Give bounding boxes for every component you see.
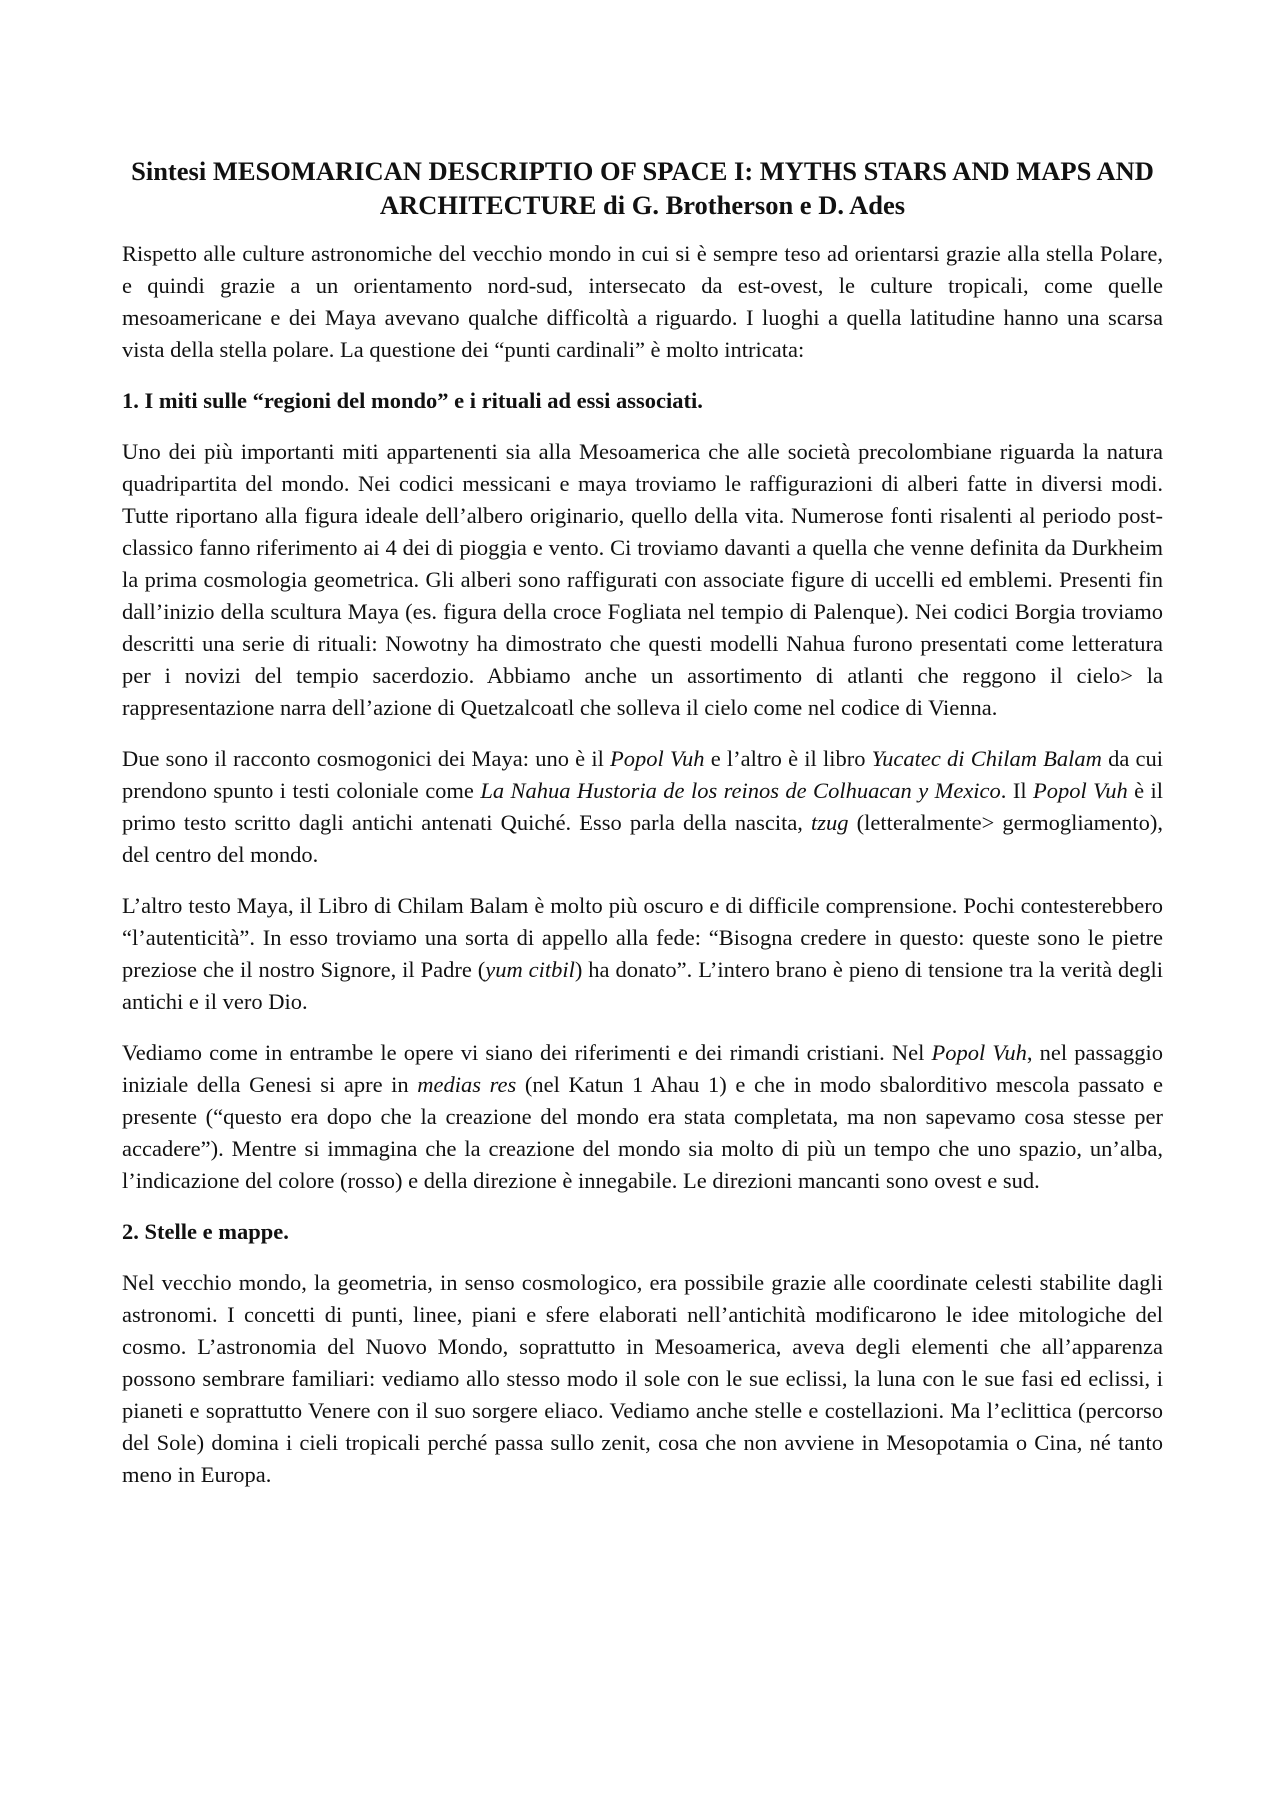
section-1-paragraph-3 (122, 890, 1163, 1018)
text-run: , nel passaggio iniziale della Genesi si apre in (122, 1040, 1163, 1097)
text-run: (nel Katun 1 Ahau 1) e che in modo sbalorditivo mescola passato e presente (“questo era dopo che la creazione del mondo era stata completata, ma non sapevamo cosa stesse per accadere”). Mentre si immagina che la creazione del mondo sia molto di più un tempo che uno spazio, un’alba, l’indicazione del colore (rosso) e della direzione è innegabile. Le direzioni mancanti sono ovest e sud. (122, 1072, 1163, 1193)
italic-title: Yucatec di Chilam Balam (871, 746, 1102, 771)
section-1-paragraph-2 (122, 743, 1163, 871)
text-run: (letteralmente> germogliamento), del centro del mondo. (122, 810, 1163, 867)
italic-title: Popol Vuh (931, 1040, 1027, 1065)
text-run: L’altro testo Maya, il Libro di Chilam Balam è molto più oscuro e di difficile comprensione. Pochi contesterebbero “l’autenticità”. In esso troviamo una sorta di appello alla fede: “Bisogna credere in questo: queste sono le pietre preziose che il nostro Signore, il Padre ( (122, 893, 1163, 982)
section-1-heading: 1. I miti sulle “regioni del mondo” e i rituali ad essi associati. (122, 388, 703, 413)
text-run: è il primo testo scritto dagli antichi antenati Quiché. Esso parla della nascita, (122, 778, 1163, 835)
section-2-paragraph-1: Nel vecchio mondo, la geometria, in senso cosmologico, era possibile grazie alle coordinate celesti stabilite dagli astronomi. I concetti di punti, linee, piani e sfere elaborati nell’antichità modificarono le idee mitologiche del cosmo. L’astronomia del Nuovo Mondo, soprattutto in Mesoamerica, aveva degli elementi che all’apparenza possono sembrare familiari: vediamo allo stesso modo il sole con le sue eclissi, la luna con le sue fasi ed eclissi, i pianeti e soprattutto Venere con il suo sorgere eliaco. Vediamo anche stelle e costellazioni. Ma l’eclittica (percorso del Sole) domina i cieli tropicali perché passa sullo zenit, cosa che non avviene in Mesopotamia o Cina, né tanto meno in Europa. (122, 1270, 1163, 1487)
text-run: e l’altro è il libro (704, 746, 872, 771)
text-run: . Il (1000, 778, 1033, 803)
italic-title: Popol Vuh (610, 746, 705, 771)
text-run: Vediamo come in entrambe le opere vi siano dei riferimenti e dei rimandi cristiani. Nel (122, 1040, 932, 1065)
text-run: Due sono il racconto cosmogonici dei Maya: uno è il (122, 746, 611, 771)
italic-term: yum citbil (485, 957, 575, 982)
section-1-paragraph-1: Uno dei più importanti miti appartenenti sia alla Mesoamerica che alle società precolombiane riguarda la natura quadripartita del mondo. Nei codici messicani e maya troviamo le raffigurazioni di alberi fatte in diversi modi. Tutte riportano alla figura ideale dell’albero originario, quello della vita. Numerose fonti risalenti al periodo post-classico fanno riferimento ai 4 dei di pioggia e vento. Ci troviamo davanti a quella che venne definita da Durkheim la prima cosmologia geometrica. Gli alberi sono raffigurati con associate figure di uccelli ed emblemi. Presenti fin dall’inizio della scultura Maya (es. figura della croce Fogliata nel tempio di Palenque). Nei codici Borgia troviamo descritti una serie di rituali: Nowotny ha dimostrato che questi modelli Nahua furono presentati come letteratura per i novizi del tempio sacerdozio. Abbiamo anche un assortimento di atlanti che reggono il cielo> la rappresentazione narra dell’azione di Quetzalcoatl che solleva il cielo come nel codice di Vienna. (122, 439, 1163, 720)
italic-title: Popol Vuh (1032, 778, 1128, 803)
section-1-paragraph-4 (122, 1037, 1163, 1197)
section-2-heading: 2. Stelle e mappe. (122, 1219, 289, 1244)
italic-term: medias res (417, 1072, 517, 1097)
text-run: da cui prendono spunto i testi coloniale come (122, 746, 1163, 803)
italic-title: La Nahua Hustoria de los reinos de Colhuacan y Mexico (480, 778, 1001, 803)
italic-term: tzug (811, 810, 849, 835)
document-title: Sintesi MESOMARICAN DESCRIPTIO OF SPACE I: MYTHS STARS AND MAPS AND ARCHITECTURE di G. Brotherson e D. Ades (131, 156, 1154, 220)
intro-paragraph: Rispetto alle culture astronomiche del vecchio mondo in cui si è sempre teso ad orientarsi grazie alla stella Polare, e quindi grazie a un orientamento nord-sud, intersecato da est-ovest, le culture tropicali, come quelle mesoamericane e dei Maya avevano qualche difficoltà a riguardo. I luoghi a quella latitudine hanno una scarsa vista della stella polare. La questione dei “punti cardinali” è molto intricata: (122, 241, 1163, 362)
text-run: ) ha donato”. L’intero brano è pieno di tensione tra la verità degli antichi e il vero Dio. (122, 957, 1164, 1014)
